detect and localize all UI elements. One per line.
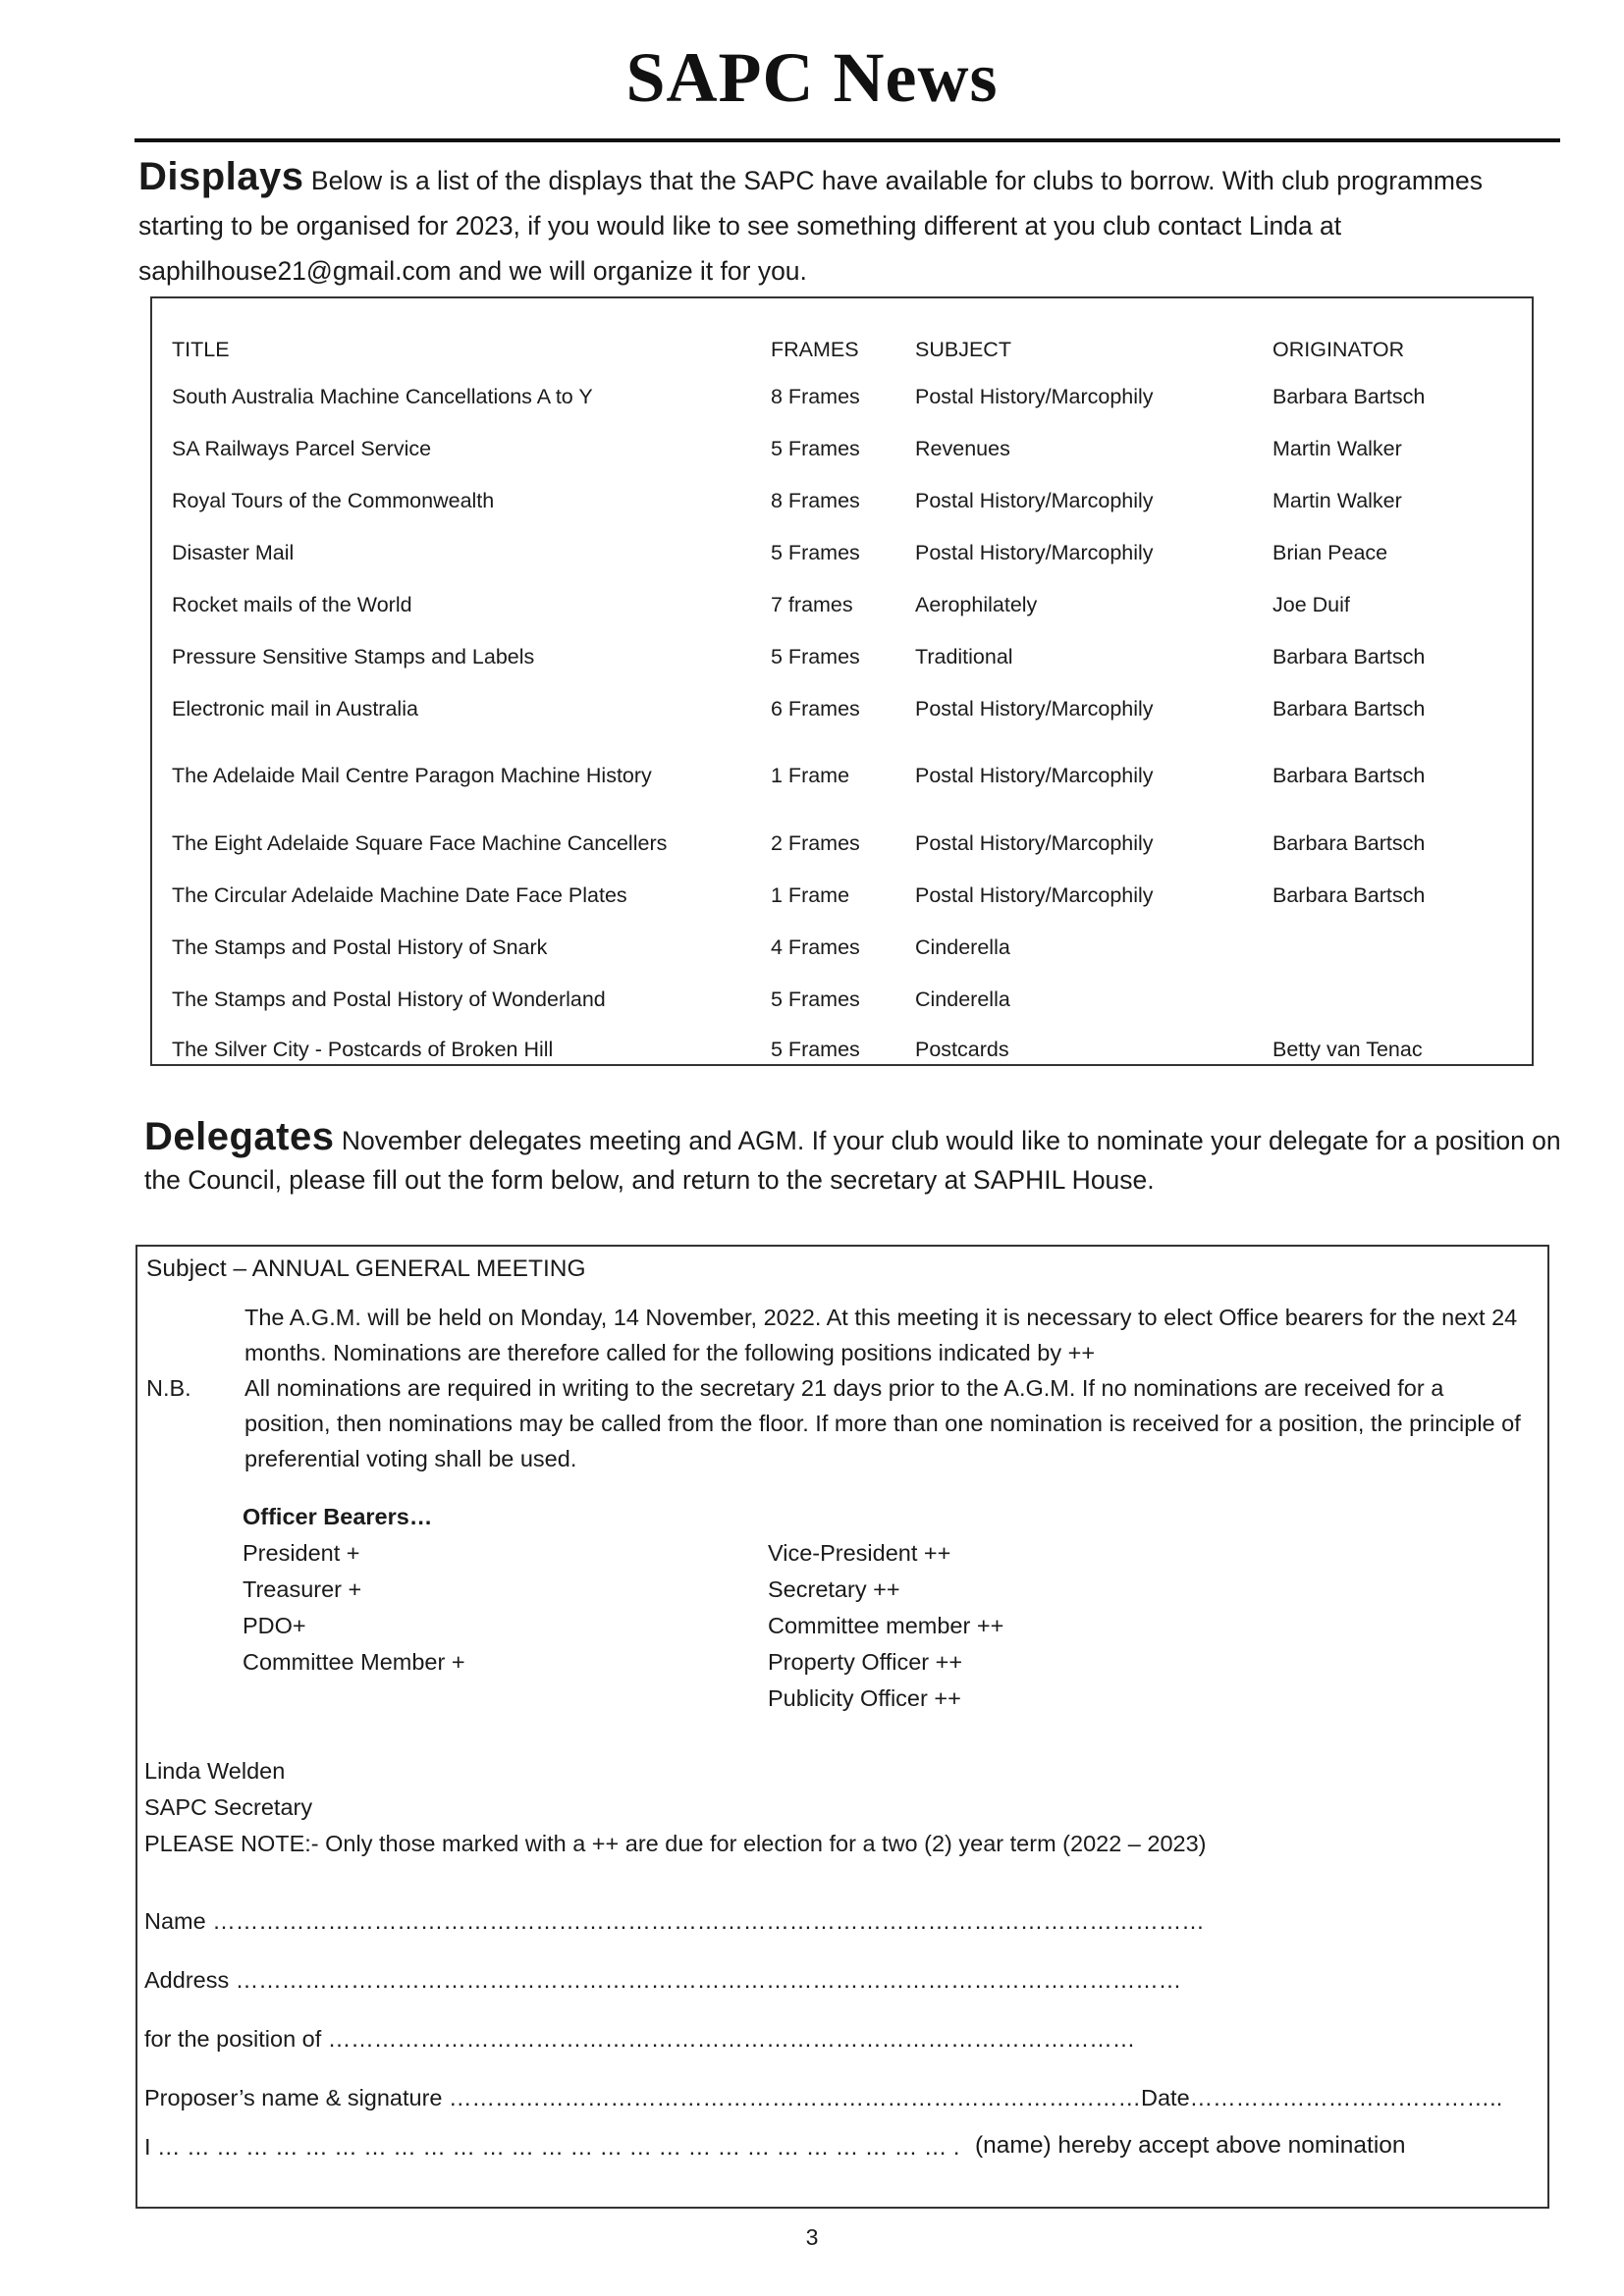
table-row bbox=[172, 489, 1517, 518]
row-frames: 5 Frames bbox=[771, 541, 860, 564]
row-frames: 7 frames bbox=[771, 593, 853, 616]
row-title: The Stamps and Postal History of Snark bbox=[172, 935, 548, 959]
officer-item: Committee Member + bbox=[243, 1649, 465, 1675]
row-frames: 5 Frames bbox=[771, 988, 860, 1011]
row-frames: 6 Frames bbox=[771, 697, 860, 721]
row-originator: Martin Walker bbox=[1272, 437, 1402, 460]
header-title: TITLE bbox=[172, 338, 230, 361]
position-field[interactable]: for the position of …………………………………………………………………………………………… bbox=[144, 2026, 1136, 2052]
row-frames: 1 Frame bbox=[771, 883, 850, 907]
officer-item: Publicity Officer ++ bbox=[768, 1685, 961, 1711]
row-frames: 8 Frames bbox=[771, 385, 860, 408]
row-frames: 5 Frames bbox=[771, 1038, 860, 1061]
table-row bbox=[172, 541, 1517, 570]
row-title: Electronic mail in Australia bbox=[172, 697, 418, 721]
row-title: SA Railways Parcel Service bbox=[172, 437, 432, 460]
table-row bbox=[172, 593, 1517, 622]
row-subject: Cinderella bbox=[915, 988, 1010, 1011]
row-frames: 1 Frame bbox=[771, 764, 850, 787]
delegates-heading: Delegates bbox=[144, 1115, 335, 1158]
row-originator: Barbara Bartsch bbox=[1272, 831, 1426, 855]
row-originator: Betty van Tenac bbox=[1272, 1038, 1423, 1061]
row-originator: Barbara Bartsch bbox=[1272, 645, 1426, 668]
row-frames: 4 Frames bbox=[771, 935, 860, 959]
row-title: The Silver City - Postcards of Broken Hill bbox=[172, 1038, 554, 1061]
masthead-rule bbox=[135, 138, 1560, 142]
row-title: The Adelaide Mail Centre Paragon Machine History bbox=[172, 764, 652, 787]
row-frames: 8 Frames bbox=[771, 489, 860, 512]
row-subject: Postal History/Marcophily bbox=[915, 764, 1154, 787]
please-note: PLEASE NOTE:- Only those marked with a ++ are due for election for a two (2) year term (2022 – 2023) bbox=[144, 1831, 1207, 1856]
row-subject: Traditional bbox=[915, 645, 1013, 668]
header-frames: FRAMES bbox=[771, 338, 859, 361]
nb-text: All nominations are required in writing to the secretary 21 days prior to the A.G.M. If no nominations are received for a position, then nominations may be called from the floor. If more than one nomination is received for a position, the principle of preferential voting shall be used. bbox=[244, 1375, 1521, 1471]
officer-item: Committee member ++ bbox=[768, 1613, 1004, 1638]
table-row bbox=[172, 935, 1517, 965]
row-subject: Postal History/Marcophily bbox=[915, 385, 1154, 408]
row-title: The Stamps and Postal History of Wonderland bbox=[172, 988, 606, 1011]
secretary-signature bbox=[144, 1753, 1207, 1862]
row-frames: 2 Frames bbox=[771, 831, 860, 855]
nb-label: N.B. bbox=[146, 1375, 191, 1401]
header-originator: ORIGINATOR bbox=[1272, 338, 1405, 361]
row-originator: Martin Walker bbox=[1272, 489, 1402, 512]
row-title: Pressure Sensitive Stamps and Labels bbox=[172, 645, 535, 668]
table-header-row bbox=[172, 338, 1517, 367]
secretary-title: SAPC Secretary bbox=[144, 1794, 313, 1820]
table-row bbox=[172, 1038, 1517, 1067]
header-subject: SUBJECT bbox=[915, 338, 1011, 361]
proposer-field[interactable]: Proposer’s name & signature ………………………………………………………………………………Date………………………………….. bbox=[144, 2085, 1503, 2110]
page-number: 3 bbox=[805, 2224, 819, 2250]
officer-item: Vice-President ++ bbox=[768, 1540, 951, 1566]
displays-table-box bbox=[150, 296, 1534, 1066]
table-row bbox=[172, 437, 1517, 466]
row-subject: Postal History/Marcophily bbox=[915, 541, 1154, 564]
agm-subject: Subject – ANNUAL GENERAL MEETING bbox=[146, 1255, 586, 1282]
accept-name-field[interactable]: I … … … … … … … … … … … … … … … … … … … … … … … … … … … . bbox=[144, 2134, 960, 2160]
row-subject: Postal History/Marcophily bbox=[915, 883, 1154, 907]
row-originator: Brian Peace bbox=[1272, 541, 1388, 564]
officer-item: Secretary ++ bbox=[768, 1576, 900, 1602]
table-row bbox=[172, 645, 1517, 674]
name-field[interactable]: Name ………………………………………………………………………………………………………………… bbox=[144, 1908, 1205, 1934]
row-subject: Postal History/Marcophily bbox=[915, 831, 1154, 855]
displays-intro-text: Below is a list of the displays that the SAPC have available for clubs to borrow. With club programmes starting to be organised for 2023, if you would like to see something different at you club contact Linda at saphilhouse21@gmail.com and we will organize it for you. bbox=[138, 166, 1483, 286]
agm-notice-text: The A.G.M. will be held on Monday, 14 November, 2022. At this meeting it is necessary to elect Office bearers for the next 24 months. Nominations are therefore called for the following positions indicated by ++ bbox=[244, 1305, 1518, 1365]
secretary-name: Linda Welden bbox=[144, 1758, 286, 1784]
officers-left-column bbox=[243, 1499, 465, 1681]
officers-title: Officer Bearers… bbox=[243, 1504, 433, 1529]
row-subject: Postal History/Marcophily bbox=[915, 489, 1154, 512]
row-title: Rocket mails of the World bbox=[172, 593, 412, 616]
delegates-intro bbox=[144, 1117, 1568, 1200]
row-subject: Aerophilately bbox=[915, 593, 1038, 616]
row-originator: Barbara Bartsch bbox=[1272, 764, 1426, 787]
table-row bbox=[172, 697, 1517, 726]
row-title: Disaster Mail bbox=[172, 541, 295, 564]
row-subject: Postcards bbox=[915, 1038, 1009, 1061]
agm-nomination-form bbox=[135, 1245, 1549, 2209]
officer-item: PDO+ bbox=[243, 1613, 306, 1638]
row-frames: 5 Frames bbox=[771, 437, 860, 460]
address-field[interactable]: Address …………………………………………………………………………………………………………… bbox=[144, 1967, 1182, 1993]
table-row bbox=[172, 883, 1517, 913]
displays-heading: Displays bbox=[138, 155, 304, 198]
officer-item: President + bbox=[243, 1540, 360, 1566]
table-row bbox=[172, 831, 1517, 861]
accept-note: (name) hereby accept above nomination bbox=[975, 2132, 1406, 2159]
officer-item: Property Officer ++ bbox=[768, 1649, 963, 1675]
delegates-intro-text: November delegates meeting and AGM. If your club would like to nominate your delegate for a position on the Council, please fill out the form below, and return to the secretary at SAPHIL House. bbox=[144, 1126, 1561, 1195]
row-subject: Revenues bbox=[915, 437, 1010, 460]
masthead-title: SAPC News bbox=[625, 38, 999, 117]
row-originator: Barbara Bartsch bbox=[1272, 883, 1426, 907]
table-row bbox=[172, 385, 1517, 414]
table-row bbox=[172, 988, 1517, 1017]
row-title: The Eight Adelaide Square Face Machine Cancellers bbox=[172, 831, 668, 855]
row-title: Royal Tours of the Commonwealth bbox=[172, 489, 495, 512]
row-title: South Australia Machine Cancellations A to Y bbox=[172, 385, 593, 408]
officers-right-column bbox=[768, 1535, 1003, 1717]
table-row bbox=[172, 764, 1517, 793]
row-subject: Postal History/Marcophily bbox=[915, 697, 1154, 721]
row-originator: Barbara Bartsch bbox=[1272, 385, 1426, 408]
row-subject: Cinderella bbox=[915, 935, 1010, 959]
officer-item: Treasurer + bbox=[243, 1576, 362, 1602]
displays-intro bbox=[138, 154, 1493, 294]
row-frames: 5 Frames bbox=[771, 645, 860, 668]
row-originator: Barbara Bartsch bbox=[1272, 697, 1426, 721]
row-originator: Joe Duif bbox=[1272, 593, 1350, 616]
row-title: The Circular Adelaide Machine Date Face Plates bbox=[172, 883, 627, 907]
